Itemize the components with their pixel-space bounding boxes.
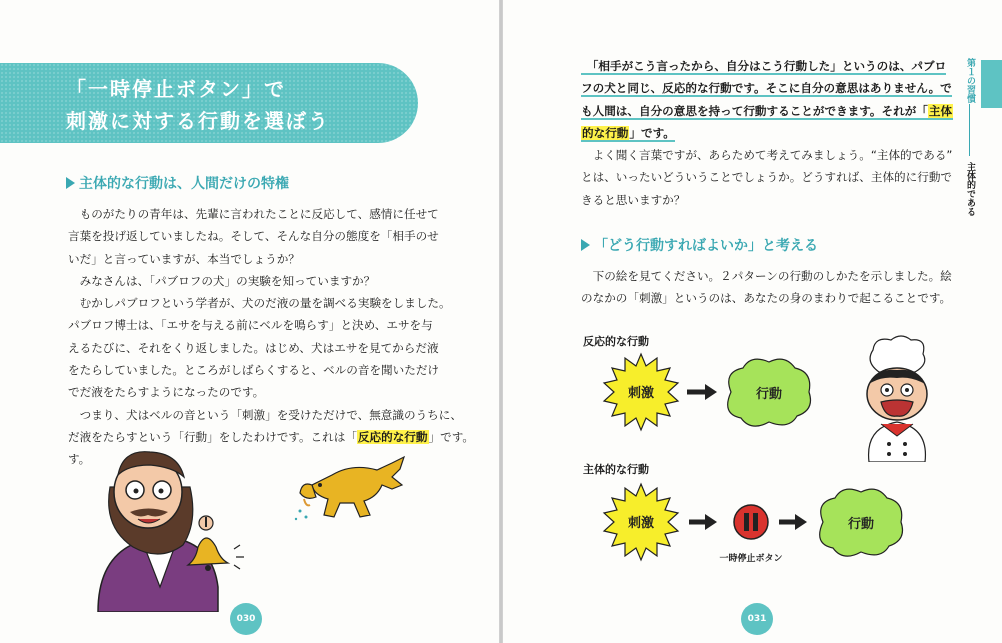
page-title-line2: 刺激に対する行動を選ぼう <box>66 109 330 133</box>
page-number-right: 031 <box>741 603 773 635</box>
chapter-title: 主体的である <box>965 162 975 216</box>
text-line: パブロフ博士は、「エサを与える前にベルを鳴らす」と決め、エサを与 <box>68 318 433 333</box>
text-line: えるたびに、それをくり返しました。はじめ、犬はエサを見てからだ液 <box>68 340 439 355</box>
proactive-diagram <box>601 482 911 572</box>
paragraph-3 <box>581 265 952 310</box>
title-banner <box>0 63 418 143</box>
arrow-right-icon <box>705 514 717 530</box>
text-line: だ液をたらすという「行動」をしたわけです。これは「反応的な行動」です。 <box>68 429 474 444</box>
text-line: 「相手がこう言ったから、自分はこう行動した」というのは、パブロ <box>581 59 947 73</box>
diagram1-label: 反応的な行動 <box>583 335 649 348</box>
stimulus-label: 刺激 <box>627 386 655 401</box>
arrow-right-icon <box>705 384 717 400</box>
text-line: をたらしていました。ところがしばらくすると、ベルの音を聞いただけ <box>68 363 440 378</box>
text-line: とは、いったいどういうことでしょうか。どうすれば、主体的に行動で <box>581 170 953 185</box>
triangle-bullet-icon <box>66 177 75 189</box>
text-line: つまり、犬はベルの音という「刺激」を受けただけで、無意識のうちに、 <box>68 407 462 422</box>
text-line: す。 <box>68 452 91 467</box>
text-line: ものがたりの青年は、先輩に言われたことに反応して、感情に任せて <box>68 207 439 221</box>
dog-illustration <box>292 455 412 535</box>
text-line: きると思いますか？ <box>581 192 686 207</box>
highlight-reactive: 反応的な行動 <box>357 429 428 444</box>
chapter-label: 第１の習慣 <box>965 58 975 103</box>
text-line: でだ液をたらすようになったのです。 <box>68 385 265 400</box>
left-page <box>0 0 500 643</box>
chef-illustration <box>851 332 941 462</box>
reactive-diagram <box>601 352 821 438</box>
pause-caption: 一時停止ボタン <box>719 554 783 564</box>
text-line: も人間は、自分の意思を持って行動することができます。それが「主体 <box>581 103 953 118</box>
page-title-line1: 「一時停止ボタン」で <box>66 77 286 101</box>
section-heading <box>66 173 289 193</box>
diagram2-label: 主体的な行動 <box>583 463 649 476</box>
section-heading-text: 主体的な行動は、人間だけの特権 <box>79 176 289 192</box>
arrow-right-icon <box>795 514 807 530</box>
page-number-left: 030 <box>230 603 262 635</box>
text-line: 下の絵を見てください。２パターンの行動のしかたを示しました。絵 <box>581 269 952 283</box>
highlight-proactive: 主体 <box>928 103 953 118</box>
text-line: 言葉を投げ返していましたね。そして、そんな自分の態度を「相手のせ <box>68 229 439 244</box>
stimulus-label: 刺激 <box>627 516 655 531</box>
text-line: いだ」と言っていますが、本当でしょうか？ <box>68 251 300 266</box>
side-rule <box>969 104 970 156</box>
text-line: よく聞く言葉ですが、あらためて考えてみましょう。“主体的である” <box>581 148 953 163</box>
pause-button-icon <box>734 505 768 539</box>
action-label: 行動 <box>847 517 875 532</box>
text-line: フの犬と同じ、反応的な行動です。そこに自分の意思はありません。で <box>581 81 952 96</box>
section-heading <box>581 235 818 255</box>
action-label: 行動 <box>755 387 783 402</box>
pavlov-illustration <box>78 447 268 612</box>
chapter-side-tab <box>981 60 1002 108</box>
paragraph-1 <box>68 203 474 471</box>
section-heading-text: 「どう行動すればよいか」と考える <box>594 238 818 254</box>
text-line: のなかの「刺激」というのは、あなたの身のまわりで起こることです。 <box>581 291 952 306</box>
quote-paragraph <box>581 55 953 211</box>
triangle-bullet-icon <box>581 239 590 251</box>
text-line: みなさんは、「パブロフの犬」の実験を知っていますか？ <box>68 273 376 288</box>
text-line: 的な行動」です。 <box>582 125 675 140</box>
text-line: むかしパブロフという学者が、犬のだ液の量を調べる実験をしました。 <box>68 296 451 311</box>
right-page <box>502 0 1002 643</box>
